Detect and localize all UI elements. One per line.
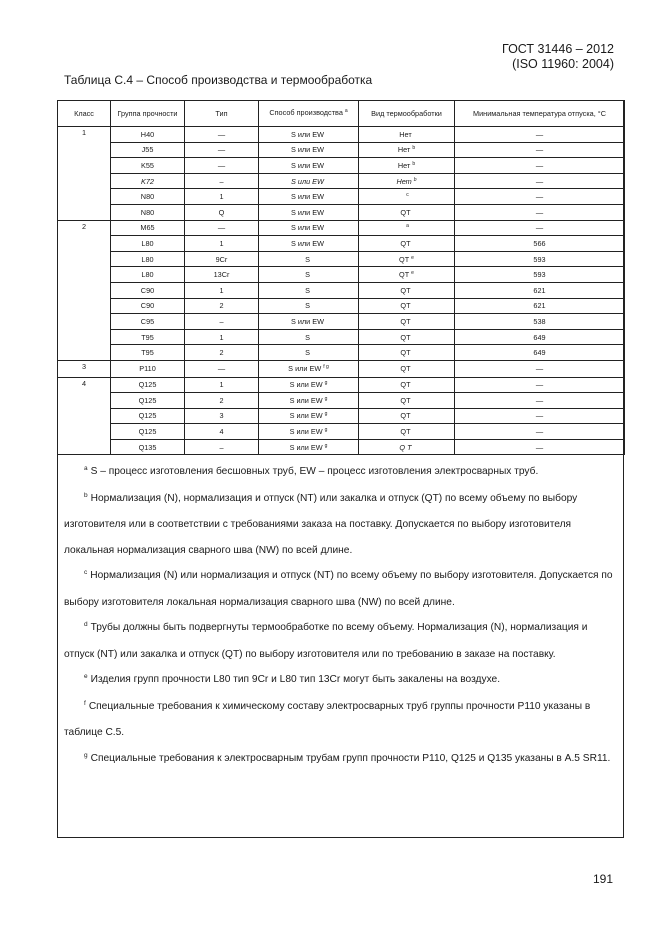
- method-cell-text: S или EW: [290, 192, 325, 202]
- method-cell: [259, 393, 359, 409]
- type-cell-text: 1: [219, 192, 224, 202]
- group-cell-text: Q125: [138, 395, 157, 405]
- group-cell-text: Q125: [138, 380, 157, 390]
- heat-treatment-cell: [359, 314, 455, 330]
- type-cell: [185, 408, 259, 424]
- method-cell-text: S или EW: [288, 364, 322, 374]
- temperature-cell: [455, 236, 625, 252]
- type-cell-text: –: [219, 442, 224, 452]
- footnote-g: [64, 746, 617, 773]
- class-cell: 1: [58, 127, 111, 221]
- temperature-cell-text: 538: [533, 316, 546, 326]
- class-cell: 3: [58, 360, 111, 377]
- type-cell-text: –: [219, 176, 224, 186]
- type-cell-text: —: [217, 364, 226, 374]
- type-cell: [185, 158, 259, 174]
- type-cell: [185, 314, 259, 330]
- standard-number: ГОСТ 31446 – 2012: [502, 42, 614, 56]
- type-cell: [185, 393, 259, 409]
- group-cell: [111, 408, 185, 424]
- type-cell: [185, 189, 259, 205]
- type-cell: [185, 377, 259, 393]
- method-cell-text: S или EW: [290, 160, 325, 170]
- method-cell: [259, 408, 359, 424]
- group-cell-text: N80: [140, 207, 155, 217]
- group-cell-text: M65: [140, 223, 155, 233]
- method-cell: [259, 345, 359, 361]
- temperature-cell: [455, 377, 625, 393]
- table-row: [58, 360, 625, 377]
- heat-treatment-cell-text: QT: [400, 395, 411, 405]
- heat-treatment-cell-text: Нет: [399, 129, 412, 139]
- temperature-cell: [455, 127, 625, 143]
- type-cell-text: —: [217, 145, 226, 155]
- method-cell: [259, 251, 359, 267]
- table-row: [58, 377, 625, 393]
- group-cell: [111, 158, 185, 174]
- type-cell-text: —: [217, 129, 226, 139]
- document-header: [502, 42, 614, 72]
- method-cell: [259, 267, 359, 283]
- temperature-cell-text: 593: [533, 270, 546, 280]
- footnote-mark: g: [324, 411, 328, 418]
- type-cell: [185, 236, 259, 252]
- method-cell-text: S: [305, 270, 310, 280]
- heat-treatment-cell-text: QT: [400, 427, 411, 437]
- temperature-cell-text: —: [535, 192, 544, 202]
- page-number: 191: [592, 872, 613, 886]
- footnote-mark: g: [324, 442, 328, 449]
- method-cell-text: S: [305, 254, 310, 264]
- type-cell-text: 4: [219, 427, 224, 437]
- heat-treatment-cell-text: QT: [400, 380, 411, 390]
- method-cell: [259, 158, 359, 174]
- group-cell: [111, 173, 185, 189]
- group-cell: [111, 127, 185, 143]
- group-cell: [111, 329, 185, 345]
- type-cell: [185, 360, 259, 377]
- group-cell-text: L80: [141, 254, 154, 264]
- method-cell-text: S: [305, 348, 310, 358]
- group-cell-text: L80: [141, 270, 154, 280]
- group-cell: [111, 204, 185, 220]
- heat-treatment-cell: [359, 236, 455, 252]
- heat-treatment-cell: [359, 408, 455, 424]
- heat-treatment-cell: [359, 424, 455, 440]
- footnote-mark: g: [324, 395, 328, 402]
- footnote-text: Нормализация (N), нормализация и отпуск (NT) или закалка и отпуск (QT) по всему объему по выбору изготовителя или в соответствии с требованиями заказа на поставку. Допускается по выбору изготовителя локальная нормализация сварного шва (NW) по всей длине.: [64, 492, 578, 556]
- footnote-mark: e: [411, 270, 414, 277]
- table-row: [58, 298, 625, 314]
- footnote-e: [64, 667, 617, 694]
- method-cell: [259, 142, 359, 158]
- group-cell-text: T95: [141, 348, 154, 358]
- method-cell-text: S или EW: [290, 207, 325, 217]
- footnote-mark: e: [411, 254, 414, 261]
- temperature-cell-text: 621: [533, 285, 546, 295]
- footnote-mark: f: [84, 699, 86, 707]
- table-row: [58, 236, 625, 252]
- temperature-cell-text: —: [535, 442, 544, 452]
- table-row: [58, 251, 625, 267]
- footnote-mark: d: [84, 621, 88, 628]
- method-cell-text: S: [305, 285, 310, 295]
- method-cell: [259, 314, 359, 330]
- temperature-cell: [455, 189, 625, 205]
- group-cell: [111, 251, 185, 267]
- footnote-text: S – процесс изготовления бесшовных труб, EW – процесс изготовления электросварных труб.: [90, 466, 539, 477]
- type-cell: [185, 345, 259, 361]
- temperature-cell-text: —: [535, 380, 544, 390]
- group-cell-text: Q125: [138, 427, 157, 437]
- heat-treatment-cell: [359, 127, 455, 143]
- footnote-f: [64, 694, 617, 746]
- footnote-b: [64, 486, 617, 564]
- method-cell-text: S или EW: [290, 145, 325, 155]
- iso-reference: (ISO 11960: 2004): [512, 57, 614, 71]
- class-cell: 2: [58, 220, 111, 360]
- method-cell: [259, 424, 359, 440]
- temperature-cell: [455, 393, 625, 409]
- type-cell: [185, 267, 259, 283]
- method-cell: [259, 360, 359, 377]
- type-cell: [185, 298, 259, 314]
- group-cell: [111, 267, 185, 283]
- group-cell: [111, 424, 185, 440]
- type-cell: [185, 127, 259, 143]
- method-cell-text: S или EW: [290, 238, 325, 248]
- temperature-cell: [455, 158, 625, 174]
- table-row: [58, 424, 625, 440]
- temperature-cell-text: 621: [533, 301, 546, 311]
- temperature-cell-text: —: [535, 160, 544, 170]
- footnote-text: Нормализация (N) или нормализация и отпуск (NT) по всему объему по выбору изготовителя. Допускается по выбору изготовителя локальная нормализация сварного шва (NW) по всей длине.: [64, 570, 613, 608]
- method-cell: [259, 282, 359, 298]
- temperature-cell: [455, 173, 625, 189]
- temperature-cell: [455, 142, 625, 158]
- group-cell-text: C90: [140, 301, 155, 311]
- heat-treatment-table: [57, 100, 625, 455]
- type-cell: [185, 329, 259, 345]
- temperature-cell: [455, 267, 625, 283]
- footnote-a: [64, 459, 617, 486]
- type-cell-text: 13Cr: [213, 270, 230, 280]
- group-cell: [111, 220, 185, 236]
- temperature-cell-text: 649: [533, 332, 546, 342]
- temperature-cell-text: —: [535, 223, 544, 233]
- group-cell-text: N80: [140, 192, 155, 202]
- header-class: Класс: [58, 101, 111, 127]
- temperature-cell-text: —: [535, 364, 544, 374]
- group-cell: [111, 189, 185, 205]
- footnote-mark: c: [84, 569, 88, 576]
- footnote-mark: a: [406, 223, 409, 230]
- table-row: [58, 345, 625, 361]
- footnote-mark: b: [412, 160, 416, 167]
- temperature-cell-text: 593: [533, 254, 546, 264]
- footnote-mark: c: [406, 192, 409, 199]
- footnote-mark: f g: [323, 364, 329, 371]
- method-cell: [259, 329, 359, 345]
- heat-treatment-cell-text: QT: [400, 285, 411, 295]
- temperature-cell: [455, 439, 625, 455]
- table-header-row: [58, 101, 625, 127]
- heat-treatment-cell-text: QT: [399, 254, 410, 264]
- group-cell: [111, 314, 185, 330]
- method-cell-text: S или EW: [289, 442, 323, 452]
- type-cell-text: 2: [219, 348, 224, 358]
- temperature-cell-text: —: [535, 176, 544, 186]
- temperature-cell: [455, 408, 625, 424]
- method-cell: [259, 220, 359, 236]
- heat-treatment-cell-text: Нет: [397, 145, 411, 155]
- type-cell-text: 1: [219, 380, 224, 390]
- temperature-cell: [455, 220, 625, 236]
- table-row: [58, 142, 625, 158]
- group-cell-text: Q125: [138, 411, 157, 421]
- temperature-cell-text: 649: [533, 348, 546, 358]
- heat-treatment-cell: [359, 439, 455, 455]
- heat-treatment-cell: [359, 345, 455, 361]
- heat-treatment-cell: [359, 173, 455, 189]
- heat-treatment-cell-text: QT: [400, 364, 411, 374]
- type-cell: [185, 251, 259, 267]
- type-cell: [185, 142, 259, 158]
- heat-treatment-cell: [359, 267, 455, 283]
- table-row: [58, 439, 625, 455]
- heat-treatment-cell-text: QT: [400, 207, 411, 217]
- table-row: [58, 189, 625, 205]
- heat-treatment-cell: [359, 377, 455, 393]
- header-type: Тип: [185, 101, 259, 127]
- footnote-mark: b: [412, 145, 416, 152]
- heat-treatment-cell: [359, 158, 455, 174]
- method-cell: [259, 189, 359, 205]
- temperature-cell-text: —: [535, 427, 544, 437]
- heat-treatment-cell: [359, 142, 455, 158]
- table-caption: Таблица С.4 – Способ производства и термообработка: [64, 73, 373, 87]
- temperature-cell: [455, 298, 625, 314]
- table-row: [58, 267, 625, 283]
- group-cell-text: Q135: [138, 442, 157, 452]
- group-cell-text: J55: [141, 145, 154, 155]
- group-cell: [111, 298, 185, 314]
- group-cell: [111, 282, 185, 298]
- footnote-text: Специальные требования к химическому составу электросварных труб группы прочности P110 указаны в таблице С.5.: [64, 700, 591, 738]
- type-cell-text: 1: [219, 285, 224, 295]
- type-cell: [185, 424, 259, 440]
- group-cell-text: H40: [140, 129, 155, 139]
- table-row: [58, 204, 625, 220]
- table-row: [58, 314, 625, 330]
- type-cell-text: 1: [219, 332, 224, 342]
- heat-treatment-cell: [359, 189, 455, 205]
- footnote-text: Специальные требования к электросварным трубам групп прочности P110, Q125 и Q135 указаны в А.5 SR11.: [90, 752, 611, 764]
- group-cell-text: K55: [141, 160, 154, 170]
- table-row: [58, 408, 625, 424]
- group-cell: [111, 393, 185, 409]
- type-cell: [185, 439, 259, 455]
- heat-treatment-cell: [359, 251, 455, 267]
- type-cell-text: 9Cr: [215, 254, 228, 264]
- table-row: [58, 329, 625, 345]
- method-cell-text: S или EW: [289, 395, 323, 405]
- type-cell-text: 3: [219, 411, 224, 421]
- method-cell-text: S: [305, 332, 310, 342]
- method-cell: [259, 439, 359, 455]
- footnote-d: [64, 615, 617, 667]
- footnote-mark: b: [84, 491, 88, 499]
- type-cell: [185, 204, 259, 220]
- temperature-cell: [455, 360, 625, 377]
- group-cell-text: K72: [141, 176, 154, 186]
- footnote-mark: g: [324, 427, 328, 434]
- temperature-cell: [455, 204, 625, 220]
- type-cell: [185, 220, 259, 236]
- heat-treatment-cell-text: QT: [400, 316, 411, 326]
- header-heat-treatment: Вид термообработки: [359, 101, 455, 127]
- heat-treatment-cell-text: QT: [400, 301, 411, 311]
- temperature-cell-text: 566: [533, 238, 546, 248]
- heat-treatment-cell: [359, 298, 455, 314]
- method-cell-text: S или EW: [290, 223, 325, 233]
- type-cell-text: —: [217, 223, 226, 233]
- heat-treatment-cell-text: Q T: [399, 442, 412, 452]
- temperature-cell: [455, 329, 625, 345]
- method-cell-text: S или EW: [289, 427, 323, 437]
- footnote-c: [64, 563, 617, 615]
- type-cell-text: –: [219, 316, 224, 326]
- group-cell-text: C90: [140, 285, 155, 295]
- heat-treatment-cell: [359, 282, 455, 298]
- method-cell: [259, 127, 359, 143]
- heat-treatment-cell: [359, 204, 455, 220]
- group-cell: [111, 236, 185, 252]
- method-cell-text: S или EW: [290, 129, 325, 139]
- heat-treatment-cell: [359, 393, 455, 409]
- temperature-cell: [455, 424, 625, 440]
- type-cell-text: 1: [219, 238, 224, 248]
- header-min-temperature: Минимальная температура отпуска, °С: [455, 101, 625, 127]
- heat-treatment-cell-text: Нет: [396, 176, 412, 186]
- table-frame: [57, 100, 624, 838]
- type-cell: [185, 282, 259, 298]
- temperature-cell: [455, 345, 625, 361]
- heat-treatment-cell: [359, 220, 455, 236]
- header-group: Группа прочности: [111, 101, 185, 127]
- table-row: [58, 393, 625, 409]
- method-cell-text: S или EW: [289, 411, 323, 421]
- method-cell-text: S: [305, 301, 310, 311]
- method-cell: [259, 298, 359, 314]
- footnote-mark: g: [324, 380, 328, 387]
- heat-treatment-cell: [359, 360, 455, 377]
- group-cell: [111, 345, 185, 361]
- heat-treatment-cell-text: QT: [400, 332, 411, 342]
- group-cell: [111, 377, 185, 393]
- class-cell: 4: [58, 377, 111, 455]
- heat-treatment-cell-text: QT: [400, 411, 411, 421]
- group-cell: [111, 142, 185, 158]
- temperature-cell-text: —: [535, 395, 544, 405]
- footnote-text: Трубы должны быть подвергнуты термообработке по всему объему. Нормализация (N), нормализация и отпуск (NT) или закалка и отпуск (QT) по выбору изготовителя или по требованию в заказе на поставку.: [64, 622, 588, 660]
- footnote-mark: g: [84, 751, 88, 759]
- type-cell-text: 2: [219, 395, 224, 405]
- method-cell-text: S или EW: [290, 316, 325, 326]
- method-cell-text: S или EW: [289, 380, 323, 390]
- group-cell: [111, 360, 185, 377]
- footnote-mark: e: [84, 673, 88, 680]
- table-row: [58, 220, 625, 236]
- group-cell-text: T95: [141, 332, 154, 342]
- temperature-cell-text: —: [535, 411, 544, 421]
- temperature-cell-text: —: [535, 207, 544, 217]
- heat-treatment-cell-text: QT: [400, 238, 411, 248]
- temperature-cell: [455, 251, 625, 267]
- table-row: [58, 282, 625, 298]
- group-cell: [111, 439, 185, 455]
- heat-treatment-cell-text: QT: [399, 270, 410, 280]
- method-cell: [259, 173, 359, 189]
- method-cell: [259, 377, 359, 393]
- type-cell-text: 2: [219, 301, 224, 311]
- table-row: [58, 173, 625, 189]
- temperature-cell: [455, 282, 625, 298]
- footnote-mark: a: [84, 465, 88, 472]
- footnote-mark: a: [344, 108, 348, 114]
- group-cell-text: P110: [139, 364, 156, 374]
- temperature-cell: [455, 314, 625, 330]
- heat-treatment-cell: [359, 329, 455, 345]
- method-cell-text: S или EW: [291, 176, 324, 186]
- method-cell: [259, 236, 359, 252]
- heat-treatment-cell-text: QT: [400, 348, 411, 358]
- method-cell: [259, 204, 359, 220]
- temperature-cell-text: —: [535, 129, 544, 139]
- temperature-cell-text: —: [535, 145, 544, 155]
- table-row: [58, 127, 625, 143]
- footnote-mark: b: [413, 176, 417, 183]
- heat-treatment-cell-text: Нет: [397, 160, 411, 170]
- type-cell-text: —: [217, 160, 226, 170]
- type-cell-text: Q: [218, 207, 225, 217]
- group-cell-text: C95: [140, 316, 155, 326]
- group-cell-text: L80: [141, 238, 154, 248]
- table-row: [58, 158, 625, 174]
- type-cell: [185, 173, 259, 189]
- footnote-text: Изделия групп прочности L80 тип 9Cr и L80 тип 13Cr могут быть закалены на воздухе.: [90, 674, 501, 685]
- footnotes: [58, 459, 623, 772]
- header-method: Способ производства $^a$: [259, 101, 359, 127]
